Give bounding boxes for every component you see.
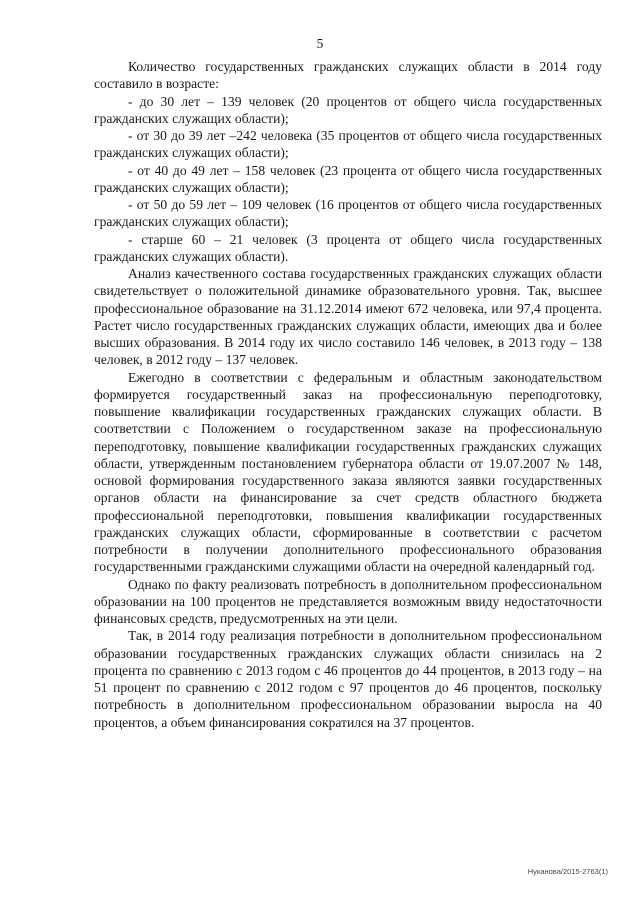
paragraph-age-intro: Количество государственных гражданских служащих области в 2014 году составило в возрасте: [94, 59, 602, 92]
page-number: 5 [316, 36, 324, 51]
age-list-item: - от 50 до 59 лет – 109 человек (16 процентов от общего числа государственных гражданских служащих области); [94, 197, 602, 230]
document-body [94, 58, 602, 731]
document-code: Нуканова/2015-2763(1) [527, 867, 608, 876]
paragraph-education-analysis: Анализ качественного состава государственных гражданских служащих области свидетельствует о положительной динамике образовательного уровня. Так, высшее профессиональное образование на 31.12.2014 имеют 672 человека, или 97,4 процента. Растет число государственных гражданских служащих области, имеющих два и более высших образования. В 2014 году их число составило 146 человек, в 2013 году – 138 человек, в 2012 году – 137 человек. [94, 266, 602, 368]
age-list-item: - старше 60 – 21 человек (3 процента от общего числа государственных гражданских служащих области). [94, 231, 602, 264]
age-list-item: - до 30 лет – 139 человек (20 процентов от общего числа государственных гражданских служащих области); [94, 93, 602, 126]
age-list-item: - от 30 до 39 лет –242 человека (35 процентов от общего числа государственных гражданских служащих области); [94, 128, 602, 161]
age-list-item: - от 40 до 49 лет – 158 человек (23 процента от общего числа государственных гражданских служащих области); [94, 162, 602, 195]
paragraph-state-order: Ежегодно в соответствии с федеральным и областным законодательством формируется государственный заказ на профессиональную переподготовку, повышение квалификации государственных гражданских служащих области. В соответствии с Положением о государственном заказе на профессиональную переподготовку, повышение квалификации государственных гражданских служащих области, утвержденным постановлением губернатора области от 19.07.2007 № 148, основой формирования государственного заказа являются заявки государственных органов области на финансирование за счет средств областного бюджета профессиональной переподготовки, повышения квалификации государственных гражданских служащих области, сформированные в соответствии с расчетом потребности в получении дополнительного профессионального образования государственными гражданскими служащими области на очередной календарный год. [94, 369, 602, 575]
age-list [94, 93, 602, 266]
paragraph-funding-shortage: Однако по факту реализовать потребность в дополнительном профессиональном образовании на 100 процентов не представляется возможным ввиду недостаточности финансовых средств, предусмотренных на эти цели. [94, 576, 602, 626]
paragraph-2014-results: Так, в 2014 году реализация потребности в дополнительном профессиональном образовании государственных гражданских служащих области снизилась на 2 процента по сравнению с 2013 годом с 46 процентов до 44 процентов, в 2013 году – на 51 процент по сравнению с 2012 годом с 97 процентов до 46 процентов, поскольку потребность в дополнительном профессиональном образовании выросла на 40 процентов, а объем финансирования сократился на 37 процентов. [94, 628, 602, 730]
